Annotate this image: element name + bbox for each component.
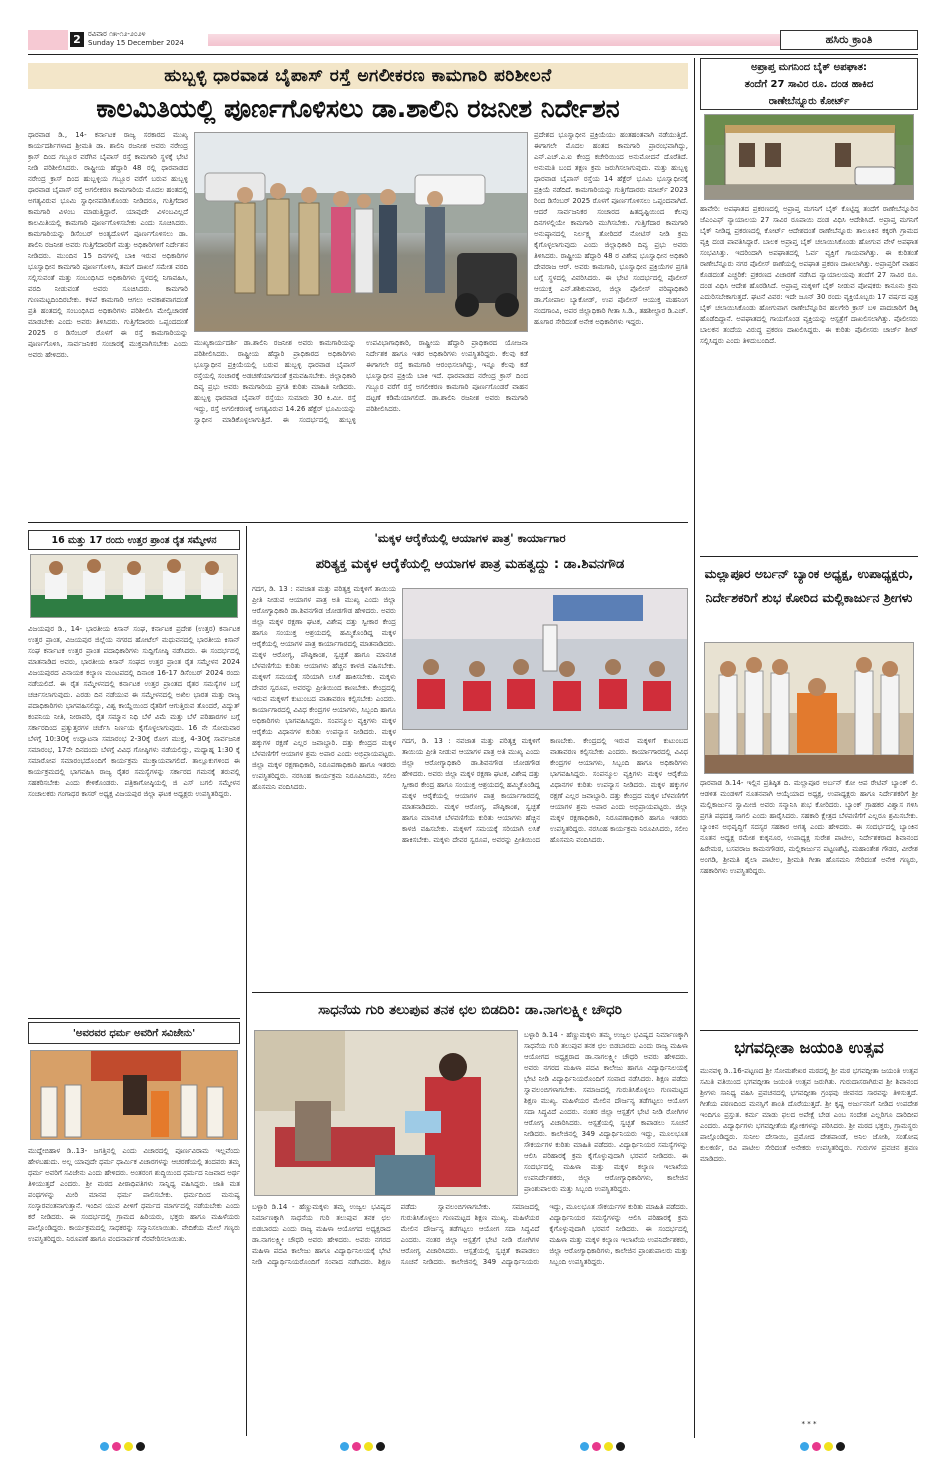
- lead-body-col2: ಮುಖ್ಯಕಾರ್ಯದರ್ಶಿ ಡಾ.ಶಾಲಿನಿ ರಜನೀಶ ಅವರು ಕಾಮಗಾರಿಯನ್ನು ಪರಿಶೀಲಿಸಿದರು. ರಾಷ್ಟ್ರೀಯ ಹೆದ್ದಾರಿ ಪ್ರಾಧಿಕಾರದ ಅಧಿಕಾರಿಗಳು ಭೂಸ್ವಾಧೀನ ಪ್ರಕ್ರಿಯೆಯಲ್ಲಿ ಬರುವ ಹುಬ್ಬಳ್ಳಿ ಧಾರವಾಡ ಬೈಪಾಸ್ ರಸ್ತೆಯಲ್ಲಿ ಸಂಚಾರಕ್ಕೆ ಅಡಚಣೆಯಾಗದಂತೆ ಕ್ರಮವಹಿಸಬೇಕು. ಜಿಲ್ಲಾಧಿಕಾರಿ ದಿವ್ಯ ಪ್ರಭು ಅವರು ಕಾಮಗಾರಿಯ ಪ್ರಗತಿ ಕುರಿತು ಮಾಹಿತಿ ನೀಡಿದರು. ಹುಬ್ಬಳ್ಳಿ ಧಾರವಾಡ ಬೈಪಾಸ್ ರಸ್ತೆಯು ಸುಮಾರು 30 ಕಿ.ಮೀ. ರಸ್ತೆ ಇದ್ದು, ರಸ್ತೆ ಅಗಲೀಕರಣಕ್ಕೆ ಅಗತ್ಯವಿರುವ 14.26 ಹೆಕ್ಟೆರ್ ಭೂಮಿಯನ್ನು ಸ್ವಾಧೀನ ಮಾಡಿಕೊಳ್ಳಲಾಗುತ್ತಿದೆ. ಈ ಸಂದರ್ಭದಲ್ಲಿ ಹುಬ್ಬಳ್ಳಿ ಉಪವಿಭಾಗಾಧಿಕಾರಿ, ರಾಷ್ಟ್ರೀಯ ಹೆದ್ದಾರಿ ಪ್ರಾಧಿಕಾರದ ಯೋಜನಾ ನಿರ್ದೇಶಕ ಹಾಗೂ ಇತರ ಅಧಿಕಾರಿಗಳು ಉಪಸ್ಥಿತರಿದ್ದರು. ಕೆಲವು ಕಡೆ ಈಗಾಗಲೇ ರಸ್ತೆ ಕಾಮಗಾರಿ ಆರಂಭಿಸಲಾಗಿದ್ದು, ಇನ್ನೂ ಕೆಲವು ಕಡೆ ಭೂಸ್ವಾಧೀನ ಪ್ರಕ್ರಿಯೆ ಬಾಕಿ ಇದೆ. ಧಾರವಾಡದ ನರೇಂದ್ರ ಕ್ರಾಸ್ ದಿಂದ ಗಬ್ಬೂರ ವರೆಗೆ ರಸ್ತೆ ಅಗಲೀಕರಣ ಕಾಮಗಾರಿ ಪೂರ್ಣಗೊಂಡರೆ ವಾಹನ ದಟ್ಟಣೆ ಕಡಿಮೆಯಾಗಲಿದೆ. ಡಾ.ಶಾಲಿನಿ ರಜನೀಶ ಅವರು ಕಾಮಗಾರಿ ಪರಿಶೀಲಿಸಿದರು.: [194, 339, 528, 424]
- date-english: Sunday 15 December 2024: [88, 38, 184, 47]
- achievement-body-col1: ಬಳ್ಳಾರಿ ಡಿ.14 - ಹೆಣ್ಣುಮಕ್ಕಳು ತಮ್ಮ ಉಜ್ವಲ ಭವಿಷ್ಯದ ನಿರ್ಮಾಣಕ್ಕಾಗಿ ಸಾಧನೆಯ ಗುರಿ ತಲುಪುವ ತನಕ ಛಲ ಬಿಡಬಾರದು ಎಂದು ರಾಜ್ಯ ಮಹಿಳಾ ಆಯೋಗದ ಅಧ್ಯಕ್ಷರಾದ ಡಾ.ನಾಗಲಕ್ಷ್ಮೀ ಚೌಧರಿ ಅವರು ಹೇಳಿದರು. ಅವರು ನಗರದ ಮಹಿಳಾ ಪದವಿ ಕಾಲೇಜು ಹಾಗೂ ವಿದ್ಯಾರ್ಥಿನಿಲಯಕ್ಕೆ ಭೇಟಿ ನೀಡಿ ವಿದ್ಯಾರ್ಥಿನಿಯರೊಂದಿಗೆ ಸಂವಾದ ನಡೆಸಿದರು. ಶಿಕ್ಷಣ ಪಡೆದು ಸ್ವಾವಲಂಬಿಗಳಾಗಬೇಕು. ಸಮಾಜದಲ್ಲಿ ಗುರುತಿಸಿಕೊಳ್ಳಲು ಗುಣಮಟ್ಟದ ಶಿಕ್ಷಣ ಮುಖ್ಯ. ಮಹಿಳೆಯರ ಮೇಲಿನ ದೌರ್ಜನ್ಯ ತಡೆಗಟ್ಟಲು ಆಯೋಗ ಸದಾ ಸಿದ್ಧವಿದೆ ಎಂದರು. ನಂತರ ಜಿಲ್ಲಾ ಆಸ್ಪತ್ರೆಗೆ ಭೇಟಿ ನೀಡಿ ರೋಗಿಗಳ ಆರೋಗ್ಯ ವಿಚಾರಿಸಿದರು. ಆಸ್ಪತ್ರೆಯಲ್ಲಿ ಸ್ವಚ್ಛತೆ ಕಾಪಾಡಲು ಸೂಚನೆ ನೀಡಿದರು. ಕಾಲೇಜಿನಲ್ಲಿ 349 ವಿದ್ಯಾರ್ಥಿನಿಯರು ಇದ್ದು, ಮೂಲಭೂತ ಸೌಕರ್ಯಗಳ ಕುರಿತು ಮಾಹಿತಿ ಪಡೆದರು. ವಿದ್ಯಾರ್ಥಿನಿಯರ ಸಮಸ್ಯೆಗಳನ್ನು ಆಲಿಸಿ ಪರಿಹಾರಕ್ಕೆ ಕ್ರಮ ಕೈಗೊಳ್ಳುವುದಾಗಿ ಭರವಸೆ ನೀಡಿದರು. ಈ ಸಂದರ್ಭದಲ್ಲಿ ಮಹಿಳಾ ಮತ್ತು ಮಕ್ಕಳ ಕಲ್ಯಾಣ ಇಲಾಖೆಯ ಉಪನಿರ್ದೇಶಕರು, ಜಿಲ್ಲಾ ಆರೋಗ್ಯಾಧಿಕಾರಿಗಳು, ಕಾಲೇಜಿನ ಪ್ರಾಂಶುಪಾಲರು ಮತ್ತು ಸಿಬ್ಬಂದಿ ಉಪಸ್ಥಿತರಿದ್ದರು.: [524, 1031, 688, 1193]
- achievement-headline: ಸಾಧನೆಯ ಗುರಿ ತಲುಪುವ ತನಕ ಛಲ ಬಿಡದಿರಿ: ಡಾ.ನಾಗಲಕ್ಷ್ಮೀ ಚೌಧರಿ: [318, 1002, 622, 1018]
- achievement-top-rule: [252, 992, 688, 993]
- bike-story-body: ಹಾವೇರಿ: ಅಪಘಾತದ ಪ್ರಕರಣದಲ್ಲಿ ಅಪ್ರಾಪ್ತ ಮಗನಿಗೆ ಬೈಕ್ ಕೊಟ್ಟಿದ್ದ ತಂದೆಗೆ ರಾಣೇಬೆನ್ನೂರಿನ ಜೆಎಂಎಫ್ ನ್ಯಾಯಾಲಯ 27 ಸಾವಿರ ರೂಪಾಯಿ ದಂಡ ವಿಧಿಸಿ ಆದೇಶಿಸಿದೆ. ಅಪ್ರಾಪ್ತ ಮಗನಿಗೆ ಬೈಕ್ ನೀಡಿದ್ದ ಪ್ರಕರಣದಲ್ಲಿ ಕೋರ್ಟ್ ಆದೇಶದಂತೆ ರಾಣೇಬೆನ್ನೂರು ತಾಲೂಕಿನ ಕಕ್ಕರಗಿ ಗ್ರಾಮದ ವ್ಯಕ್ತಿ ದಂಡ ಪಾವತಿಸಿದ್ದಾರೆ. ಬಾಲಕ ಅಪ್ರಾಪ್ತ ಬೈಕ್ ಚಲಾಯಿಸಿಕೊಂಡು ಹೋಗುವ ವೇಳೆ ಅಪಘಾತ ಸಂಭವಿಸಿತ್ತು. ಇದರಿಂದಾಗಿ ಅಪಘಾತದಲ್ಲಿ ಓರ್ವ ವ್ಯಕ್ತಿಗೆ ಗಾಯವಾಗಿತ್ತು. ಈ ಕುರಿತಂತೆ ರಾಣೇಬೆನ್ನೂರು ನಗರ ಪೊಲೀಸ್ ಠಾಣೆಯಲ್ಲಿ ಅಪಘಾತ ಪ್ರಕರಣ ದಾಖಲಾಗಿತ್ತು. ಅಪ್ರಾಪ್ತರಿಗೆ ವಾಹನ ಕೊಡದಂತೆ ಎಚ್ಚರಿಕೆ: ಪ್ರಕರಣದ ವಿಚಾರಣೆ ನಡೆಸಿದ ನ್ಯಾಯಾಲಯವು ತಂದೆಗೆ 27 ಸಾವಿರ ರೂ. ದಂಡ ವಿಧಿಸಿ ಆದೇಶ ಹೊರಡಿಸಿದೆ. ಅಪ್ರಾಪ್ತ ಮಕ್ಕಳಿಗೆ ಬೈಕ್ ನೀಡುವ ಪೋಷಕರು ಕಾನೂನು ಕ್ರಮ ಎದುರಿಸಬೇಕಾಗುತ್ತದೆ. ಘಟನೆ ವಿವರ: ಇದೇ ಜೂನ್ 30 ರಂದು ವ್ಯಕ್ತಿಯೊಬ್ಬರು 17 ವರ್ಷದ ಪುತ್ರ ಬೈಕ್ ಚಲಾಯಿಸಿಕೊಂಡು ಹೋಗುವಾಗ ರಾಣೇಬೆನ್ನೂರಿನ ಹಲಗೇರಿ ಕ್ರಾಸ್ ಬಳಿ ಪಾದಚಾರಿಗೆ ಡಿಕ್ಕಿ ಹೊಡೆದಿದ್ದಾನೆ. ಅಪಘಾತದಲ್ಲಿ ಗಾಯಗೊಂಡ ವ್ಯಕ್ತಿಯನ್ನು ಆಸ್ಪತ್ರೆಗೆ ದಾಖಲಿಸಲಾಗಿತ್ತು. ಪೊಲೀಸರು ಬಾಲಕನ ತಂದೆಯ ವಿರುದ್ಧ ಪ್ರಕರಣ ದಾಖಲಿಸಿದ್ದರು. ಈ ಕುರಿತು ಪೊಲೀಸರು ಚಾರ್ಜ್ ಶೀಟ್ ಸಲ್ಲಿಸಿದ್ದರು ಎಂದು ತಿಳಿದುಬಂದಿದೆ.: [700, 205, 918, 345]
- yellow-dot: [364, 1442, 373, 1451]
- farmers-meet-headline: 16 ಮತ್ತು 17 ರಂದು ಉತ್ತರ ಪ್ರಾಂತ ರೈತ ಸಮ್ಮೇಳನ: [28, 530, 240, 550]
- header-rule: [28, 54, 918, 55]
- right-column-divider: [694, 58, 695, 1438]
- court-building-image: [705, 115, 914, 200]
- lead-photo: [194, 132, 528, 332]
- date-kannada: ರವಿವಾರ ೧೫-೧೨-೨೦೨೪: [88, 30, 146, 38]
- registration-marks-center-right: [580, 1442, 625, 1452]
- bank-felicitation-image: [705, 643, 914, 774]
- lead-body-col1: ಧಾರವಾಡ ಡಿ., 14- ಕರ್ನಾಟಕ ರಾಜ್ಯ ಸರಕಾರದ ಮುಖ್ಯ ಕಾರ್ಯದರ್ಶಿಗಳಾದ ಶ್ರೀಮತಿ ಡಾ. ಶಾಲಿನಿ ರಜನೀಶ ಅವರು ನರೇಂದ್ರ ಕ್ರಾಸ್ ದಿಂದ ಗಬ್ಬೂರ ವರೆಗಿನ ಬೈಪಾಸ್ ರಸ್ತೆ ಕಾಮಗಾರಿ ಸ್ಥಳಕ್ಕೆ ಭೇಟಿ ನೀಡಿ ಪರಿಶೀಲಿಸಿದರು. ರಾಷ್ಟ್ರೀಯ ಹೆದ್ದಾರಿ 48 ರಲ್ಲಿ ಧಾರವಾಡದ ನರೇಂದ್ರ ಕ್ರಾಸ್ ದಿಂದ ಹುಬ್ಬಳ್ಳಿಯ ಗಬ್ಬೂರ ವರೆಗೆ ಬರುವ ಹುಬ್ಬಳ್ಳಿ ಧಾರವಾಡ ಬೈಪಾಸ್ ರಸ್ತೆ ಅಗಲೀಕರಣ ಕಾಮಗಾರಿಯ ಮೊದಲ ಹಂತದಲ್ಲಿ ಅಗತ್ಯವಿರುವ ಭೂಮಿ ಸ್ವಾಧೀನಪಡಿಸಿಕೊಂಡು ನೀಡಿದರೂ, ಗುತ್ತಿಗೆದಾರ ಕಾಮಗಾರಿ ವಿಳಂಬ ಮಾಡುತ್ತಿದ್ದಾರೆ. ಯಾವುದೇ ವಿಳಂಬವಿಲ್ಲದೆ ಕಾಲಮಿತಿಯಲ್ಲಿ ಕಾಮಗಾರಿ ಪೂರ್ಣಗೊಳಿಸಬೇಕು ಎಂದು ಸೂಚಿಸಿದರು. ಕಾಮಗಾರಿಯನ್ನು ಡಿಸೆಂಬರ್ ಅಂತ್ಯದೊಳಗೆ ಪೂರ್ಣಗೊಳಿಸಲು ಡಾ. ಶಾಲಿನಿ ರಜನೀಶ ಅವರು ಗುತ್ತಿಗೆದಾರರಿಗೆ ಮತ್ತು ಅಧಿಕಾರಿಗಳಿಗೆ ನಿರ್ದೇಶನ ನೀಡಿದರು. ಮುಂದಿನ 15 ದಿನಗಳಲ್ಲಿ ಬಾಕಿ ಇರುವ ಅಧಿಕಾರಿಗಳ ಭೂಸ್ವಾಧೀನ ಕಾಮಗಾರಿ ಪೂರ್ಣಗೊಳಿಸಿ, ತಮಗೆ ದಾಖಲೆ ಸಮೇತ ವರದಿ ಸಲ್ಲಿಸುವಂತೆ ಮತ್ತು ಸಂಬಂಧಿಸಿದ ಅಧಿಕಾರಿಗಳು ಸ್ಥಳದಲ್ಲಿ ನಿಗಾವಹಿಸಿ, ವರದಿ ನೀಡುವಂತೆ ಅವರು ಸೂಚಿಸಿದರು. ಕಾಮಗಾರಿ ಗುಣಮಟ್ಟದಿಂದಿರಬೇಕು. ಕಳಪೆ ಕಾಮಗಾರಿ ಆಗಲು ಅವಕಾಶವಾಗದಂತೆ ಪ್ರತಿ ಹಂತದಲ್ಲಿ ಸಂಬಂಧಿಸಿದ ಅಧಿಕಾರಿಗಳು ಪರಿಶೀಲಿಸಿ ಮೇಲ್ವಿಚಾರಣೆ ಮಾಡಬೇಕು ಎಂದು ಅವರು ತಿಳಿಸಿದರು. ಗುತ್ತಿಗೆದಾರರು ಒಪ್ಪಂದದಂತೆ 2025 ರ ಡಿಸೆಂಬರ್ ರೊಳಗೆ ಈ ರಸ್ತೆ ಕಾಮಗಾರಿಯನ್ನು ಪೂರ್ಣಗೊಳಿಸಿ, ಸಾರ್ವಜನಿಕರ ಸಂಚಾರಕ್ಕೆ ಮುಕ್ತವಾಗಿಸಬೇಕು ಎಂದು ಅವರು ಹೇಳಿದರು.: [28, 131, 188, 359]
- yellow-dot: [824, 1442, 833, 1451]
- achievement-body-col2: ಬಳ್ಳಾರಿ ಡಿ.14 - ಹೆಣ್ಣುಮಕ್ಕಳು ತಮ್ಮ ಉಜ್ವಲ ಭವಿಷ್ಯದ ನಿರ್ಮಾಣಕ್ಕಾಗಿ ಸಾಧನೆಯ ಗುರಿ ತಲುಪುವ ತನಕ ಛಲ ಬಿಡಬಾರದು ಎಂದು ರಾಜ್ಯ ಮಹಿಳಾ ಆಯೋಗದ ಅಧ್ಯಕ್ಷರಾದ ಡಾ.ನಾಗಲಕ್ಷ್ಮೀ ಚೌಧರಿ ಅವರು ಹೇಳಿದರು. ಅವರು ನಗರದ ಮಹಿಳಾ ಪದವಿ ಕಾಲೇಜು ಹಾಗೂ ವಿದ್ಯಾರ್ಥಿನಿಲಯಕ್ಕೆ ಭೇಟಿ ನೀಡಿ ವಿದ್ಯಾರ್ಥಿನಿಯರೊಂದಿಗೆ ಸಂವಾದ ನಡೆಸಿದರು. ಶಿಕ್ಷಣ ಪಡೆದು ಸ್ವಾವಲಂಬಿಗಳಾಗಬೇಕು. ಸಮಾಜದಲ್ಲಿ ಗುರುತಿಸಿಕೊಳ್ಳಲು ಗುಣಮಟ್ಟದ ಶಿಕ್ಷಣ ಮುಖ್ಯ. ಮಹಿಳೆಯರ ಮೇಲಿನ ದೌರ್ಜನ್ಯ ತಡೆಗಟ್ಟಲು ಆಯೋಗ ಸದಾ ಸಿದ್ಧವಿದೆ ಎಂದರು. ನಂತರ ಜಿಲ್ಲಾ ಆಸ್ಪತ್ರೆಗೆ ಭೇಟಿ ನೀಡಿ ರೋಗಿಗಳ ಆರೋಗ್ಯ ವಿಚಾರಿಸಿದರು. ಆಸ್ಪತ್ರೆಯಲ್ಲಿ ಸ್ವಚ್ಛತೆ ಕಾಪಾಡಲು ಸೂಚನೆ ನೀಡಿದರು. ಕಾಲೇಜಿನಲ್ಲಿ 349 ವಿದ್ಯಾರ್ಥಿನಿಯರು ಇದ್ದು, ಮೂಲಭೂತ ಸೌಕರ್ಯಗಳ ಕುರಿತು ಮಾಹಿತಿ ಪಡೆದರು. ವಿದ್ಯಾರ್ಥಿನಿಯರ ಸಮಸ್ಯೆಗಳನ್ನು ಆಲಿಸಿ ಪರಿಹಾರಕ್ಕೆ ಕ್ರಮ ಕೈಗೊಳ್ಳುವುದಾಗಿ ಭರವಸೆ ನೀಡಿದರು. ಈ ಸಂದರ್ಭದಲ್ಲಿ ಮಹಿಳಾ ಮತ್ತು ಮಕ್ಕಳ ಕಲ್ಯಾಣ ಇಲಾಖೆಯ ಉಪನಿರ್ದೇಶಕರು, ಜಿಲ್ಲಾ ಆರೋಗ್ಯಾಧಿಕಾರಿಗಳು, ಕಾಲೇಜಿನ ಪ್ರಾಂಶುಪಾಲರು ಮತ್ತು ಸಿಬ್ಬಂದಿ ಉಪಸ್ಥಿತರಿದ್ದರು.: [252, 1203, 688, 1266]
- lead-body-col3: ಪ್ರದೇಶದ ಭೂಸ್ವಾಧೀನ ಪ್ರಕ್ರಿಯೆಯು ಹಂತಹಂತವಾಗಿ ನಡೆಯುತ್ತಿದೆ. ಈಗಾಗಲೇ ಮೊದಲ ಹಂತದ ಕಾಮಗಾರಿ ಪ್ರಾರಂಭವಾಗಿದ್ದು, ಎನ್.ಎಚ್.ಎ.ಐ ಕೇಂದ್ರ ಕಚೇರಿಯಿಂದ ಅನುಮೋದನೆ ದೊರೆತಿದೆ. ಅನುಮತಿ ಬಂದ ತಕ್ಷಣ ಕ್ರಮ ಜರುಗಿಸಲಾಗುವುದು. ಮತ್ತು ಹುಬ್ಬಳ್ಳಿ ಧಾರವಾಡ ಬೈಪಾಸ್ ರಸ್ತೆಯ 14 ಹೆಕ್ಟೆರ್ ಭೂಮಿ ಭೂಸ್ವಾಧೀನಕ್ಕೆ ಪ್ರಕ್ರಿಯೆ ನಡೆದಿದೆ. ಕಾಮಗಾರಿಯನ್ನು ಗುತ್ತಿಗೆದಾರರು ಮಾರ್ಚ್ 2023 ರಿಂದ ಡಿಸೆಂಬರ್ 2025 ರೊಳಗೆ ಪೂರ್ಣಗೊಳಿಸಲು ಒಪ್ಪಂದವಾಗಿದೆ. ಆದರೆ ಸಾರ್ವಜನಿಕರ ಸಂಚಾರದ ಹಿತದೃಷ್ಟಿಯಿಂದ ಕೆಲವು ದಿನಗಳಲ್ಲಿಯೇ ಕಾಮಗಾರಿ ಮುಗಿಸಬೇಕು. ಗುತ್ತಿಗೆದಾರ ಕಾಮಗಾರಿ ಅನುಷ್ಠಾನದಲ್ಲಿ ನಿರ್ಲಕ್ಷ್ಯ ತೋರಿದರೆ ನೋಟಿಸ್ ನೀಡಿ ಕ್ರಮ ಕೈಗೊಳ್ಳಲಾಗುವುದು ಎಂದು ಜಿಲ್ಲಾಧಿಕಾರಿ ದಿವ್ಯ ಪ್ರಭು ಅವರು ತಿಳಿಸಿದರು. ರಾಷ್ಟ್ರೀಯ ಹೆದ್ದಾರಿ 48 ರ ವಿಶೇಷ ಭೂಸ್ವಾಧೀನ ಅಧಿಕಾರಿ ದೇವರಾಜ ಆರ್. ಅವರು ಕಾಮಗಾರಿ, ಭೂಸ್ವಾಧೀನ ಪ್ರಕ್ರಿಯೆಗಳ ಪ್ರಗತಿ ಬಗ್ಗೆ ಸ್ಥಳದಲ್ಲಿ ವಿವರಿಸಿದರು. ಈ ಭೇಟಿ ಸಂದರ್ಭದಲ್ಲಿ ಪೊಲೀಸ್ ಆಯುಕ್ತ ಎನ್.ಶಶಿಕುಮಾರ, ಜಿಲ್ಲಾ ಪೊಲೀಸ್ ವರಿಷ್ಠಾಧಿಕಾರಿ ಡಾ.ಗೋಪಾಲ ಬ್ಯಾಕೋಡ್, ಉಪ ಪೊಲೀಸ್ ಆಯುಕ್ತ ಮಹನಿಂಗ ನಂದಗಾಂವಿ, ಅಪರ ಜಿಲ್ಲಾಧಿಕಾರಿ ಗೀತಾ ಸಿ.ಡಿ., ತಹಶೀಲ್ದಾರ ಡಿ.ಎಚ್. ಹೂಗಾರ ಸೇರಿದಂತೆ ಅನೇಕ ಅಧಿಕಾರಿಗಳು ಇದ್ದರು.: [534, 131, 688, 326]
- hospital-visit-image: [255, 1031, 518, 1196]
- farmers-meet-body: ವಿಜಯಪುರ ಡಿ., 14- ಭಾರತೀಯ ಕಿಸಾನ್ ಸಂಘ, ಕರ್ನಾಟಕ ಪ್ರದೇಶ (ಉತ್ತರ) ಕರ್ನಾಟಕ ಉತ್ತರ ಪ್ರಾಂತ, ವಿಜಯಪುರ ಜಿಲ್ಲೆಯ ನಗರದ ಹೋಟೆಲ್ ಮಧುವನದಲ್ಲಿ ಭಾರತೀಯ ಕಿಸಾನ್ ಸಂಘ ಕರ್ನಾಟಕ ಉತ್ತರ ಪ್ರಾಂತ ಪದಾಧಿಕಾರಿಗಳು ಸುದ್ದಿಗೋಷ್ಠಿ ನಡೆಸಿದರು. ಈ ಸಂದರ್ಭದಲ್ಲಿ ಮಾತನಾಡಿದ ಅವರು, ಭಾರತೀಯ ಕಿಸಾನ್ ಸಂಘದ ಉತ್ತರ ಪ್ರಾಂತ ರೈತ ಸಮ್ಮೇಳನ 2024 ವಿಜಯಪುರದ ವಿನಾಯಕ ಕಲ್ಯಾಣ ಮಂಟಪದಲ್ಲಿ ದಿನಾಂಕ 16-17 ಡಿಸೆಂಬರ್ 2024 ರಂದು ನಡೆಯಲಿದೆ. ಈ ರೈತ ಸಮ್ಮೇಳನದಲ್ಲಿ ಕರ್ನಾಟಕ ಉತ್ತರ ಪ್ರಾಂತದ ರೈತರ ಸಮಸ್ಯೆಗಳ ಬಗ್ಗೆ ಚರ್ಚಿಸಲಾಗುವುದು. ಎರಡು ದಿನ ನಡೆಯುವ ಈ ಸಮ್ಮೇಳನದಲ್ಲಿ ಅಖಿಲ ಭಾರತ ಮತ್ತು ರಾಜ್ಯ ಪದಾಧಿಕಾರಿಗಳು ಭಾಗವಹಿಸಲಿದ್ದು, ವಿಶ್ವ ಕಾಯ್ದೆಯಿಂದ ರೈತರಿಗೆ ಆಗುತ್ತಿರುವ ತೊಂದರೆ, ವಿದ್ಯುತ್ ಕಂಪನಿಯ ನೀತಿ, ನೀರಾವರಿ, ರೈತ ಸಮ್ಮಾನ ನಿಧಿ ಬೆಳೆ ವಿಮೆ ಮತ್ತು ಬೆಳೆ ಪರಿಹಾರಗಳ ಬಗ್ಗೆ ಸರ್ಕಾರದಿಂದ ಪ್ರತ್ಯುತ್ತರಗಳ ಚರ್ಚೆಸಿ ನಿರ್ಣಯ ಕೈಗೊಳ್ಳಲಾಗುವುದು. 16 ನೇ ಸೋಮವಾರ ಬೆಳಗ್ಗೆ 10:30ಕ್ಕೆ ಉದ್ಘಾಟನಾ ಸಮಾರಂಭ 2-30ಕ್ಕೆ ರೋಗ ಮುಕ್ತ, 4-30ಕ್ಕೆ ಸಾರ್ವಜನಿಕ ಸಮಾರಂಭ, 17ನೇ ದಿನದಂದು ಬೆಳಗ್ಗೆ ವಿವಿಧ ಗೋಷ್ಠಿಗಳು ನಡೆಯಲಿದ್ದು, ಮಧ್ಯಾಹ್ನ 1:30 ಕ್ಕೆ ಸಮಾರೋಪ ಸಮಾರಂಭದೊಂದಿಗೆ ಕಾರ್ಯಕ್ರಮ ಮುಕ್ತಾಯವಾಗಲಿದೆ. ತಾಲ್ಲೂಕುಗಳಿಂದ ಈ ಕಾರ್ಯಕ್ರಮದಲ್ಲಿ ಭಾಗವಹಿಸಿ ರಾಜ್ಯ ರೈತರ ಸಮಸ್ಯೆಗಳನ್ನು ಸರ್ಕಾರದ ಗಮನಕ್ಕೆ ತರುವಲ್ಲಿ ಸಹಕರಿಸಬೇಕು ಎಂದು ಕೇಳಿಕೊಂಡರು. ಪತ್ರಿಕಾಗೋಷ್ಠಿಯಲ್ಲಿ ಜಿ ಎಸ್ ಬಗಲಿ ಸಮ್ಮೇಳನ ಸಂಚಾಲಕರು ಗಂಗಾಧರ ಕಾಸರ್ ಅಧ್ಯಕ್ಷ ವಿಜಯಪುರ ಜಿಲ್ಲಾ ಘಟಕ ಅಧ್ಯಕ್ಷರು ಉಪಸ್ಥಿತರಿದ್ದರು.: [28, 625, 240, 798]
- press-meet-image: [31, 555, 238, 618]
- workshop-audience-image: [403, 589, 688, 730]
- dharma-headline: 'ಅವರವರ ಧರ್ಮ ಅವರಿಗೆ ಸವಿಜೇನು': [28, 1022, 240, 1044]
- cyan-dot: [800, 1442, 809, 1451]
- bike-head-line1: ಅಪ್ರಾಪ್ತ ಮಗನಿಂದ ಬೈಕ್ ಅಪಘಾತ:: [750, 62, 868, 73]
- gita-body: ಮುನವಳ್ಳಿ ಡಿ..16-ಪಟ್ಟಣದ ಶ್ರೀ ಸೋಮಶೇಖರ ಮಠದಲ್ಲಿ ಶ್ರೀ ಮಠ ಭಗವದ್ಗೀತಾ ಜಯಂತಿ ಉತ್ಸವ ಸಮಿತಿ ವತಿಯಿಂದ ಭಗವದ್ಗೀತಾ ಜಯಂತಿ ಉತ್ಸವ ಜರುಗಿತು. ಗುರುದಾಸರಾಗಿರುವ ಶ್ರೀ ಶಿವಾನಂದ ಶ್ರೀಗಳು ಸಾನಿಧ್ಯ ವಹಿಸಿ ಪ್ರವಚನದಲ್ಲಿ ಭಗವದ್ಗೀತಾ ಗ್ರಂಥವು ಜೀವನದ ಸಾರವನ್ನು ತಿಳಿಸುತ್ತದೆ. ಗೀತೆಯ ಪಠಣದಿಂದ ಮನಸ್ಸಿಗೆ ಶಾಂತಿ ದೊರೆಯುತ್ತದೆ. ಶ್ರೀ ಕೃಷ್ಣ ಅರ್ಜುನನಿಗೆ ನೀಡಿದ ಉಪದೇಶ ಇಂದಿಗೂ ಪ್ರಸ್ತುತ. ಕರ್ಮ ಮಾಡು ಫಲದ ಅಪೇಕ್ಷೆ ಬೇಡ ಎಂಬ ಸಂದೇಶ ಎಲ್ಲರಿಗೂ ದಾರಿದೀಪ ಎಂದರು. ವಿದ್ಯಾರ್ಥಿಗಳು ಭಗವದ್ಗೀತೆಯ ಶ್ಲೋಕಗಳನ್ನು ಪಠಿಸಿದರು. ಶ್ರೀ ಮಠದ ಭಕ್ತರು, ಗ್ರಾಮಸ್ಥರು ಪಾಲ್ಗೊಂಡಿದ್ದರು. ಸುನೀಲ ದೇಸಾಯಿ, ಪ್ರಮೋದ ದೇಶಪಾಂಡೆ, ಅನಿಲ ಜೋಶಿ, ಸಂತೋಷ ಕುಲಕರ್ಣಿ, ರವಿ ಪಾಟೀಲ ಸೇರಿದಂತೆ ಅನೇಕರು ಉಪಸ್ಥಿತರಿದ್ದರು. ಗುರುಗಳ ಪ್ರವಚನ ಶ್ರವಣ ಮಾಡಿದರು.: [700, 1067, 918, 1163]
- bike-head-line3: ರಾಣೇಬೆನ್ನೂರು ಕೋರ್ಟ್: [768, 96, 850, 107]
- yellow-dot: [124, 1442, 133, 1451]
- child-care-body-col2: ಗದಗ, ಡಿ. 13 : ನವಜಾತ ಮತ್ತು ಪರಿತ್ಯಕ್ತ ಮಕ್ಕಳಿಗೆ ತಾಯಿಯ ಪ್ರೀತಿ ನೀಡುವ ಆಯಾಗಳ ಪಾತ್ರ ಅತಿ ಮುಖ್ಯ ಎಂದು ಜಿಲ್ಲಾ ಆರೋಗ್ಯಾಧಿಕಾರಿ ಡಾ.ಶಿವನಗೌಡ ಜೋಡಗೌಡ ಹೇಳಿದರು. ಅವರು ಜಿಲ್ಲಾ ಮಕ್ಕಳ ರಕ್ಷಣಾ ಘಟಕ, ವಿಶೇಷ ದತ್ತು ಸ್ವೀಕಾರ ಕೇಂದ್ರ ಹಾಗೂ ಸಂಯುಕ್ತ ಆಶ್ರಯದಲ್ಲಿ ಹಮ್ಮಿಕೊಂಡಿದ್ದ ಮಕ್ಕಳ ಆರೈಕೆಯಲ್ಲಿ ಆಯಾಗಳ ಪಾತ್ರ ಕಾರ್ಯಾಗಾರದಲ್ಲಿ ಮಾತನಾಡಿದರು. ಮಕ್ಕಳ ಆರೋಗ್ಯ, ಪೌಷ್ಠಿಕಾಂಶ, ಸ್ವಚ್ಛತೆ ಹಾಗೂ ಮಾನಸಿಕ ಬೆಳವಣಿಗೆಯ ಕುರಿತು ಆಯಾಗಳು ಹೆಚ್ಚಿನ ಕಾಳಜಿ ವಹಿಸಬೇಕು. ಮಕ್ಕಳಿಗೆ ಸಮಯಕ್ಕೆ ಸರಿಯಾಗಿ ಲಸಿಕೆ ಹಾಕಿಸಬೇಕು. ಮಕ್ಕಳು ದೇವರ ಸ್ವರೂಪ, ಅವರನ್ನು ಪ್ರೀತಿಯಿಂದ ಕಾಣಬೇಕು. ಕೇಂದ್ರದಲ್ಲಿ ಇರುವ ಮಕ್ಕಳಿಗೆ ಕುಟುಂಬದ ವಾತಾವರಣ ಕಲ್ಪಿಸಬೇಕು ಎಂದರು. ಕಾರ್ಯಾಗಾರದಲ್ಲಿ ವಿವಿಧ ಕೇಂದ್ರಗಳ ಆಯಾಗಳು, ಸಿಬ್ಬಂದಿ ಹಾಗೂ ಅಧಿಕಾರಿಗಳು ಭಾಗವಹಿಸಿದ್ದರು. ಸಂಪನ್ಮೂಲ ವ್ಯಕ್ತಿಗಳು ಮಕ್ಕಳ ಆರೈಕೆಯ ವಿಧಾನಗಳ ಕುರಿತು ಉಪನ್ಯಾಸ ನೀಡಿದರು. ಮಕ್ಕಳ ಹಕ್ಕುಗಳ ರಕ್ಷಣೆ ಎಲ್ಲರ ಜವಾಬ್ದಾರಿ. ದತ್ತು ಕೇಂದ್ರದ ಮಕ್ಕಳ ಬೆಳವಣಿಗೆಗೆ ಆಯಾಗಳ ಶ್ರಮ ಅಪಾರ ಎಂದು ಅಭಿಪ್ರಾಯಪಟ್ಟರು. ಜಿಲ್ಲಾ ಮಕ್ಕಳ ರಕ್ಷಣಾಧಿಕಾರಿ, ನಿರೂಪಣಾಧಿಕಾರಿ ಹಾಗೂ ಇತರರು ಉಪಸ್ಥಿತರಿದ್ದರು. ನರಸಿಂಹ ಕಾರ್ಯಕ್ರಮ ನಿರೂಪಿಸಿದರು, ಸಲೀಂ ಹೊಸಮನಿ ವಂದಿಸಿದರು.: [402, 737, 688, 844]
- bank-story-body: ಧಾರವಾಡ ಡಿ.14- ಇಲ್ಲಿನ ಪ್ರತಿಷ್ಠಿತ ದಿ. ಮಲ್ಲಾಪೂರ ಅರ್ಬನ್ ಕೋ ಆಪ ರೇಟಿವ್ ಬ್ಯಾಂಕ್ ಲಿ. ಆಡಳಿತ ಮಂಡಳಿಗೆ ನೂತನವಾಗಿ ಆಯ್ಕೆಯಾದ ಅಧ್ಯಕ್ಷ, ಉಪಾಧ್ಯಕ್ಷರು ಹಾಗೂ ನಿರ್ದೇಶಕರಿಗೆ ಶ್ರೀ ಮಲ್ಲಿಕಾರ್ಜುನ ಸ್ವಾಮೀಜಿ ಅವರು ಸನ್ಮಾನಿಸಿ ಶುಭ ಕೋರಿದರು. ಬ್ಯಾಂಕ್ ಗ್ರಾಹಕರ ವಿಶ್ವಾಸ ಗಳಿಸಿ ಪ್ರಗತಿ ಪಥದತ್ತ ಸಾಗಲಿ ಎಂದು ಹಾರೈಸಿದರು. ಸಹಕಾರಿ ಕ್ಷೇತ್ರದ ಬೆಳವಣಿಗೆಗೆ ಎಲ್ಲರೂ ಶ್ರಮಿಸಬೇಕು. ಬ್ಯಾಂಕಿನ ಅಭಿವೃದ್ಧಿಗೆ ಸದಸ್ಯರ ಸಹಕಾರ ಅಗತ್ಯ ಎಂದು ಹೇಳಿದರು. ಈ ಸಂದರ್ಭದಲ್ಲಿ ಬ್ಯಾಂಕಿನ ನೂತನ ಅಧ್ಯಕ್ಷ ರಮೇಶ ಕುಕ್ಕನೂರ, ಉಪಾಧ್ಯಕ್ಷ ಸುರೇಶ ಪಾಟೀಲ, ನಿರ್ದೇಶಕರಾದ ಶಿವಾನಂದ ಹಿರೇಮಠ, ಬಸವರಾಜ ಕಾಮನಗೌಡರ, ಮಲ್ಲಿಕಾರ್ಜುನ ಪಟ್ಟಣಶೆಟ್ಟಿ, ಮಹಾಂತೇಶ ಗೌಡರ, ವೀರೇಶ ಅಂಗಡಿ, ಶ್ರೀಮತಿ ಶೈಲಾ ಪಾಟೀಲ, ಶ್ರೀಮತಿ ಗೀತಾ ಹೊಸಮನಿ ಸೇರಿದಂತೆ ಅನೇಕ ಗಣ್ಯರು, ಸಹಕಾರಿಗಳು ಉಪಸ್ಥಿತರಿದ್ದರು.: [700, 779, 918, 875]
- black-dot: [136, 1442, 145, 1451]
- cyan-dot: [100, 1442, 109, 1451]
- child-care-photo: [402, 588, 688, 730]
- religious-event-image: [31, 1051, 238, 1140]
- lead-headline: ಕಾಲಮಿತಿಯಲ್ಲಿ ಪೂರ್ಣಗೊಳಿಸಲು ಡಾ.ಶಾಲಿನಿ ರಜನೀಶ ನಿರ್ದೇಶನ: [96, 94, 620, 123]
- farmers-photo: [30, 554, 238, 618]
- magenta-dot: [812, 1442, 821, 1451]
- magenta-dot: [592, 1442, 601, 1451]
- cyan-dot: [340, 1442, 349, 1451]
- court-photo: [704, 114, 914, 200]
- registration-marks-right: [800, 1442, 845, 1452]
- magenta-dot: [352, 1442, 361, 1451]
- gita-headline: ಭಗವದ್ಗೀತಾ ಜಯಂತಿ ಉತ್ಸವ: [734, 1038, 884, 1057]
- lead-kicker: ಹುಬ್ಬಳ್ಳಿ ಧಾರವಾಡ ಬೈಪಾಸ್ ರಸ್ತೆ ಅಗಲೀಕರಣ ಕಾಮಗಾರಿ ಪರಿಶೀಲನೆ: [28, 63, 688, 89]
- dharma-body: ಮುದ್ದೇಬಿಹಾಳ ಡಿ..13- ಜಗತ್ತಿನಲ್ಲಿ ಎಂದು ವಿಚಾರದಲ್ಲಿ ಪೂರ್ಣವಿರಾಮ ಇಲ್ಲವೆಂದು ಹೇಳಬಹುದು. ಅಲ್ಲ ಯಾವುದೇ ಧರ್ಮ ಧಾರ್ಮಿಕ ವಿಚಾರಗಳನ್ನು ಆಚರಣೆಯಲ್ಲಿ ತಂದವರು ತಮ್ಮ ಧರ್ಮ ಅವರಿಗೆ ಸವಿಜೇನು ಎಂದು ಹೇಳಿದರು. ಅಂತರಂಗ ಶುದ್ಧಿಯಿಂದ ಧರ್ಮದ ನಿಜವಾದ ಅರ್ಥ ತಿಳಿಯುತ್ತದೆ ಎಂದರು. ಶ್ರೀ ಮಠದ ಪೀಠಾಧಿಪತಿಗಳು ಸಾನ್ನಿಧ್ಯ ವಹಿಸಿದ್ದರು. ಜಾತಿ ಮತ ಪಂಥಗಳನ್ನು ಮೀರಿ ಮಾನವ ಧರ್ಮ ಪಾಲಿಸಬೇಕು. ಧರ್ಮದಿಂದ ಮನುಷ್ಯ ಸಂಸ್ಕಾರವಂತನಾಗುತ್ತಾನೆ. ಇಂದಿನ ಯುವ ಪೀಳಿಗೆ ಧರ್ಮದ ಮಾರ್ಗದಲ್ಲಿ ನಡೆಯಬೇಕು ಎಂದು ಕರೆ ನೀಡಿದರು. ಈ ಸಂದರ್ಭದಲ್ಲಿ ಗ್ರಾಮದ ಹಿರಿಯರು, ಭಕ್ತರು ಹಾಗೂ ಮಹಿಳೆಯರು ಪಾಲ್ಗೊಂಡಿದ್ದರು. ಕಾರ್ಯಕ್ರಮದಲ್ಲಿ ಸಾಧಕರನ್ನು ಸನ್ಮಾನಿಸಲಾಯಿತು. ವೇದಿಕೆಯ ಮೇಲೆ ಗಣ್ಯರು ಉಪಸ್ಥಿತರಿದ್ದರು. ನಿರೂಪಣೆ ಹಾಗೂ ವಂದನಾರ್ಪಣೆ ನೆರವೇರಿಸಲಾಯಿತು.: [28, 1147, 240, 1243]
- black-dot: [376, 1442, 385, 1451]
- bank-story-headline: ಮಲ್ಲಾಪೂರ ಅರ್ಬನ್ ಬ್ಯಾಂಕ ಅಧ್ಯಕ್ಷ, ಉಪಾಧ್ಯಕ್ಷರು, ನಿರ್ದೇಶಕರಿಗೆ ಶುಭ ಕೋರಿದ ಮಲ್ಲಿಕಾರ್ಜುನ ಶ್ರೀಗಳು: [704, 566, 914, 605]
- bike-story-headline: [700, 58, 918, 110]
- child-care-headline: ಪರಿತ್ಯಕ್ತ ಮಕ್ಕಳ ಆರೈಕೆಯಲ್ಲಿ ಆಯಾಗಳ ಪಾತ್ರ ಮಹತ್ವದ್ದು : ಡಾ.ಶಿವನಗೌಡ: [315, 557, 625, 572]
- gita-end-mark: * * *: [801, 1420, 817, 1428]
- header-color-strip: [208, 34, 798, 46]
- header-date: [88, 30, 184, 47]
- child-care-body-col1: ಗದಗ, ಡಿ. 13 : ನವಜಾತ ಮತ್ತು ಪರಿತ್ಯಕ್ತ ಮಕ್ಕಳಿಗೆ ತಾಯಿಯ ಪ್ರೀತಿ ನೀಡುವ ಆಯಾಗಳ ಪಾತ್ರ ಅತಿ ಮುಖ್ಯ ಎಂದು ಜಿಲ್ಲಾ ಆರೋಗ್ಯಾಧಿಕಾರಿ ಡಾ.ಶಿವನಗೌಡ ಜೋಡಗೌಡ ಹೇಳಿದರು. ಅವರು ಜಿಲ್ಲಾ ಮಕ್ಕಳ ರಕ್ಷಣಾ ಘಟಕ, ವಿಶೇಷ ದತ್ತು ಸ್ವೀಕಾರ ಕೇಂದ್ರ ಹಾಗೂ ಸಂಯುಕ್ತ ಆಶ್ರಯದಲ್ಲಿ ಹಮ್ಮಿಕೊಂಡಿದ್ದ ಮಕ್ಕಳ ಆರೈಕೆಯಲ್ಲಿ ಆಯಾಗಳ ಪಾತ್ರ ಕಾರ್ಯಾಗಾರದಲ್ಲಿ ಮಾತನಾಡಿದರು. ಮಕ್ಕಳ ಆರೋಗ್ಯ, ಪೌಷ್ಠಿಕಾಂಶ, ಸ್ವಚ್ಛತೆ ಹಾಗೂ ಮಾನಸಿಕ ಬೆಳವಣಿಗೆಯ ಕುರಿತು ಆಯಾಗಳು ಹೆಚ್ಚಿನ ಕಾಳಜಿ ವಹಿಸಬೇಕು. ಮಕ್ಕಳಿಗೆ ಸಮಯಕ್ಕೆ ಸರಿಯಾಗಿ ಲಸಿಕೆ ಹಾಕಿಸಬೇಕು. ಮಕ್ಕಳು ದೇವರ ಸ್ವರೂಪ, ಅವರನ್ನು ಪ್ರೀತಿಯಿಂದ ಕಾಣಬೇಕು. ಕೇಂದ್ರದಲ್ಲಿ ಇರುವ ಮಕ್ಕಳಿಗೆ ಕುಟುಂಬದ ವಾತಾವರಣ ಕಲ್ಪಿಸಬೇಕು ಎಂದರು. ಕಾರ್ಯಾಗಾರದಲ್ಲಿ ವಿವಿಧ ಕೇಂದ್ರಗಳ ಆಯಾಗಳು, ಸಿಬ್ಬಂದಿ ಹಾಗೂ ಅಧಿಕಾರಿಗಳು ಭಾಗವಹಿಸಿದ್ದರು. ಸಂಪನ್ಮೂಲ ವ್ಯಕ್ತಿಗಳು ಮಕ್ಕಳ ಆರೈಕೆಯ ವಿಧಾನಗಳ ಕುರಿತು ಉಪನ್ಯಾಸ ನೀಡಿದರು. ಮಕ್ಕಳ ಹಕ್ಕುಗಳ ರಕ್ಷಣೆ ಎಲ್ಲರ ಜವಾಬ್ದಾರಿ. ದತ್ತು ಕೇಂದ್ರದ ಮಕ್ಕಳ ಬೆಳವಣಿಗೆಗೆ ಆಯಾಗಳ ಶ್ರಮ ಅಪಾರ ಎಂದು ಅಭಿಪ್ರಾಯಪಟ್ಟರು. ಜಿಲ್ಲಾ ಮಕ್ಕಳ ರಕ್ಷಣಾಧಿಕಾರಿ, ನಿರೂಪಣಾಧಿಕಾರಿ ಹಾಗೂ ಇತರರು ಉಪಸ್ಥಿತರಿದ್ದರು. ನರಸಿಂಹ ಕಾರ್ಯಕ್ರಮ ನಿರೂಪಿಸಿದರು, ಸಲೀಂ ಹೊಸಮನಿ ವಂದಿಸಿದರು.: [252, 585, 396, 791]
- bank-photo: [704, 642, 914, 774]
- black-dot: [616, 1442, 625, 1451]
- registration-marks-center: [340, 1442, 385, 1452]
- section-brand: ಹಸಿರು ಕ್ರಾಂತಿ: [780, 30, 918, 50]
- bank-top-rule: [700, 556, 918, 557]
- dharma-top-rule: [28, 1018, 240, 1019]
- registration-marks-left: [100, 1442, 145, 1452]
- cyan-dot: [580, 1442, 589, 1451]
- page-header: [28, 30, 918, 50]
- yellow-dot: [604, 1442, 613, 1451]
- magenta-dot: [112, 1442, 121, 1451]
- left-column-divider: [246, 526, 247, 1436]
- page-number: 2: [70, 32, 84, 47]
- child-care-kicker: 'ಮಕ್ಕಳ ಆರೈಕೆಯಲ್ಲಿ ಆಯಾಗಳ ಪಾತ್ರ' ಕಾರ್ಯಾಗಾರ: [374, 531, 566, 545]
- bike-head-line2: ತಂದೆಗೆ 27 ಸಾವಿರ ರೂ. ದಂಡ ಹಾಕಿದ: [744, 79, 874, 90]
- lead-bottom-rule: [28, 522, 688, 523]
- dharma-photo: [30, 1050, 238, 1140]
- gita-top-rule: [700, 1030, 918, 1031]
- header-color-band: [28, 30, 68, 50]
- officials-inspection-image: [195, 133, 528, 332]
- achievement-photo: [254, 1030, 518, 1196]
- black-dot: [836, 1442, 845, 1451]
